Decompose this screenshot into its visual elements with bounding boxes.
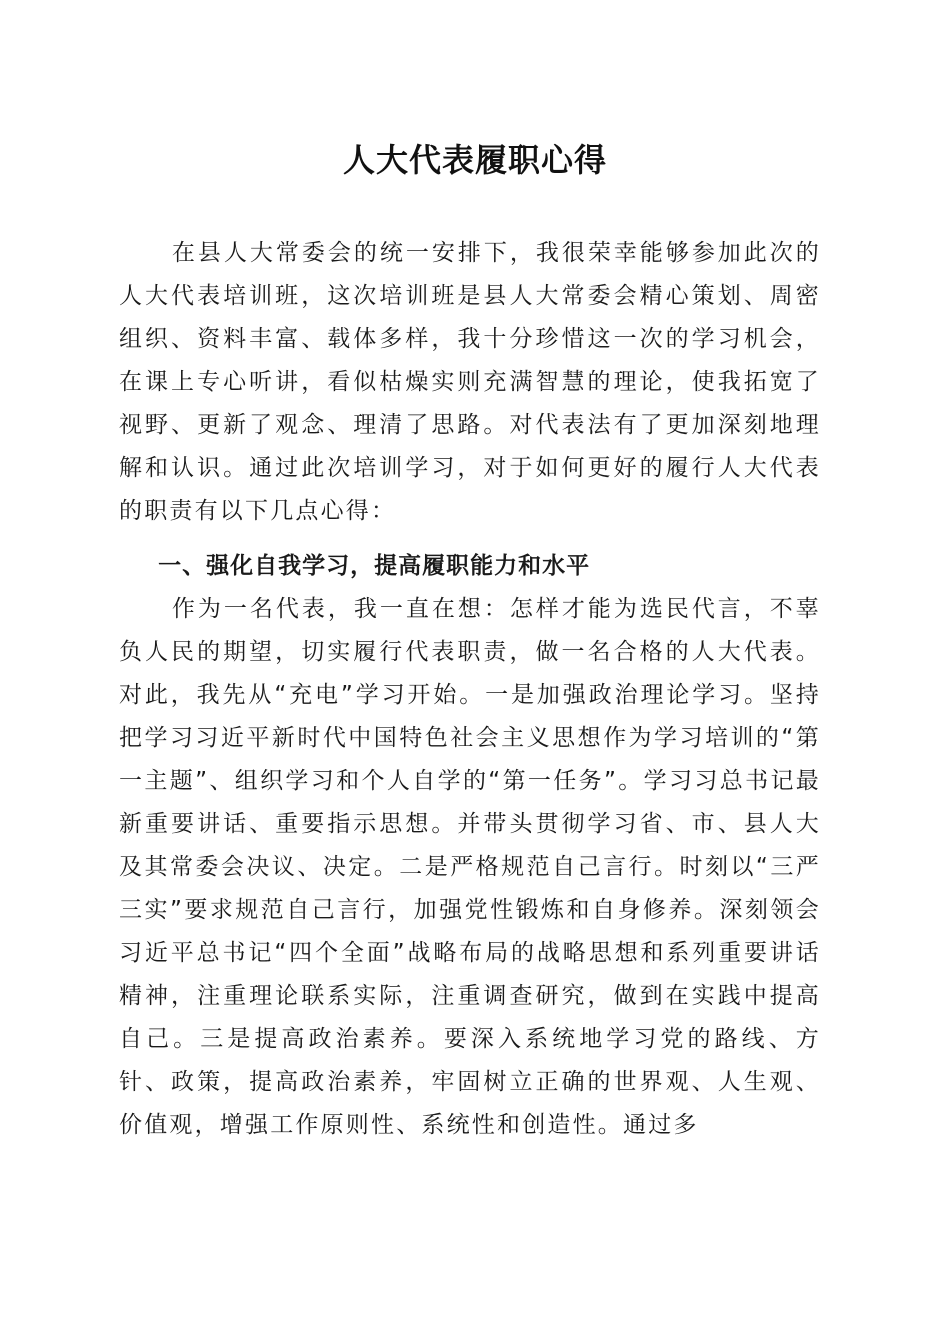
section-1-heading: 一、强化自我学习，提高履职能力和水平 (158, 553, 591, 579)
intro-section (119, 232, 821, 533)
section-1 (119, 545, 821, 1147)
document-title: 人大代表履职心得 (342, 141, 607, 179)
intro-paragraph: 在县人大常委会的统一安排下，我很荣幸能够参加此次的人大代表培训班，这次培训班是县人大常委会精心策划、周密组织、资料丰富、载体多样，我十分珍惜这一次的学习机会，在课上专心听讲，看似枯燥实则充满智慧的理论，使我拓宽了视野、更新了观念、理清了思路。对代表法有了更加深刻地理解和认识。通过此次培训学习，对于如何更好的履行人大代表的职责有以下几点心得： (119, 240, 821, 524)
section-1-paragraph: 作为一名代表，我一直在想：怎样才能为选民代言，不辜负人民的期望，切实履行代表职责，做一名合格的人大代表。对此，我先从“充电”学习开始。一是加强政治理论学习。坚持把学习习近平新时代中国特色社会主义思想作为学习培训的“第一主题”、组织学习和个人自学的“第一任务”。学习习总书记最新重要讲话、重要指示思想。并带头贯彻学习省、市、县人大及其常委会决议、决定。二是严格规范自己言行。时刻以“三严三实”要求规范自己言行，加强党性锻炼和自身修养。深刻领会习近平总书记“四个全面”战略布局的战略思想和系列重要讲话精神，注重理论联系实际，注重调查研究，做到在实践中提高自己。三是提高政治素养。要深入系统地学习党的路线、方针、政策，提高政治素养，牢固树立正确的世界观、人生观、价值观，增强工作原则性、系统性和创造性。通过多 (119, 596, 821, 1138)
